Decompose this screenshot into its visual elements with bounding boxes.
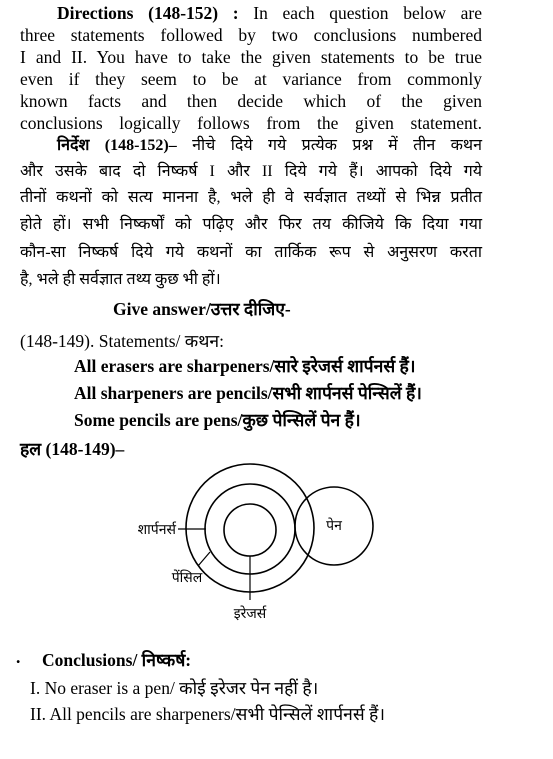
label-pen: पेन [326, 517, 342, 533]
directions-hi-first-line-rest: नीचे दिये गये प्रत्येक प्रश्न में तीन कथन [192, 137, 482, 154]
directions-en-line-2: three statements followed by two conclusions numbered [20, 25, 482, 45]
label-sharpeners: शार्पनर्स [137, 521, 176, 537]
label-pencil: पेंसिल [171, 569, 203, 585]
directions-label-en: Directions (148-152) : [57, 3, 239, 23]
pencil-pointer [198, 552, 210, 566]
directions-hi-line-6: है, भले ही सर्वज्ञात तथ्य कुछ भी हों। [20, 271, 221, 288]
directions-hi-line-5: कौन-सा निष्कर्ष दिये गये कथनों का तार्किक रूप से अनुसरण करता [20, 244, 482, 261]
erasers-circle [224, 504, 276, 556]
directions-hi-line-4: होते हों। सभी निष्कर्षों को पढ़िए और फिर तय कीजिये कि दिया गया [20, 216, 482, 233]
conclusions-bullet: . [16, 647, 21, 667]
directions-hi-line-3: तीनों कथनों को सत्य मानना है, भले ही वे सर्वज्ञात तथ्यों से भिन्न प्रतीत [20, 189, 482, 206]
venn-diagram [0, 460, 553, 660]
directions-en-line-4: even if they seem to be at variance from commonly [20, 69, 482, 89]
label-erasers: इरेजर्स [233, 605, 267, 621]
directions-en-first-line-rest: In each question below are [253, 3, 483, 23]
directions-hi-line-1 [20, 135, 482, 157]
give-answer: Give answer/उत्तर दीजिए- [113, 299, 291, 319]
directions-en-line-5: known facts and then decide which of the given [20, 91, 482, 111]
directions-en-line-1 [20, 2, 482, 24]
conclusion-2: II. All pencils are sharpeners/सभी पेन्सिलें शार्पनर्स हैं। [30, 704, 385, 724]
solution-heading: हल (148-149)– [20, 439, 125, 459]
directions-hi-line-2: और उसके बाद दो निष्कर्ष I और II दिये गये हैं। आपको दिये गये [20, 163, 482, 180]
statement-2: All sharpeners are pencils/सभी शार्पनर्स पेन्सिलें हैं। [74, 383, 422, 403]
statement-1: All erasers are sharpeners/सारे इरेजर्स शार्पनर्स हैं। [74, 356, 416, 376]
conclusion-1: I. No eraser is a pen/ कोई इरेजर पेन नहीं है। [30, 678, 319, 698]
directions-en-line-6: conclusions logically follows from the given statement. [20, 113, 482, 133]
directions-en-line-3: I and II. You have to take the given statements to be true [20, 47, 482, 67]
conclusions-heading: Conclusions/ निष्कर्ष: [42, 650, 192, 670]
statements-heading: (148-149). Statements/ कथन: [20, 331, 224, 351]
statement-3: Some pencils are pens/कुछ पेन्सिलें पेन हैं। [74, 410, 361, 430]
directions-label-hi: निर्देश (148-152)– [57, 137, 177, 154]
